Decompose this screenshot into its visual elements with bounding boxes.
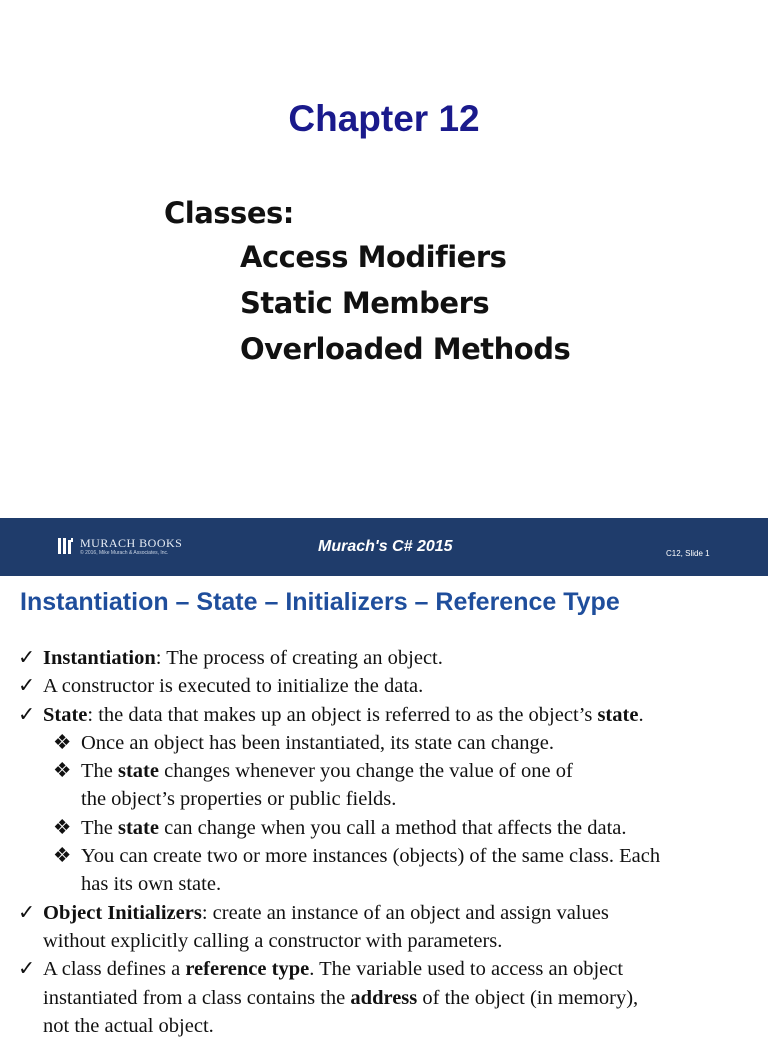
sub-bullet-state-properties [0, 757, 768, 785]
chapter-title: Chapter 12 [288, 98, 480, 139]
bullet-continuation [0, 984, 768, 1012]
bullet-text: : The process of creating an object. [155, 647, 443, 669]
diamond-bullet-icon: ❖ [53, 731, 72, 754]
murach-books-logo-icon [58, 537, 74, 555]
slide-title: Instantiation – State – Initializers – Reference Type [20, 588, 620, 616]
bullet-object-initializers [0, 899, 768, 927]
sub-bullet-state-change [0, 729, 768, 757]
subtitle-line-static-members: Static Members [240, 286, 490, 320]
bullet-state [0, 701, 768, 729]
bullet-continuation [0, 927, 768, 955]
bullet-text-pre: instantiated from a class contains the [43, 986, 351, 1009]
checkmark-icon: ✓ [18, 647, 36, 669]
bullet-continuation [0, 1012, 768, 1040]
diamond-bullet-icon: ❖ [53, 845, 72, 868]
sub-bullet-text: can change when you call a method that affects the data. [158, 816, 627, 839]
bullet-text: : create an instance of an object and assign values [201, 901, 609, 924]
bullet-text: of the object (in memory), [417, 986, 639, 1009]
term-address: address [350, 986, 418, 1009]
subtitle-line-classes: Classes: [164, 196, 294, 230]
term-reference-type: reference type [185, 958, 310, 981]
sub-bullet-text: You can create two or more instances (objects) of the same class. Each [81, 845, 661, 868]
term-state: state [118, 760, 159, 783]
bullet-constructor [0, 672, 768, 700]
term-instantiation: Instantiation [43, 647, 156, 669]
sub-bullet-text: Once an object has been instantiated, its state can change. [81, 731, 555, 754]
sub-bullet-instances [0, 842, 768, 870]
bullet-instantiation [0, 644, 768, 672]
subtitle-line-access-modifiers: Access Modifiers [240, 240, 507, 274]
sub-bullet-state-method [0, 814, 768, 842]
sub-bullet-text: changes whenever you change the value of one of [158, 760, 573, 783]
sub-bullet-text: has its own state. [81, 873, 222, 896]
sub-bullet-text: the object’s properties or public fields. [81, 788, 397, 811]
term-state: State [43, 703, 88, 726]
diamond-bullet-icon: ❖ [53, 760, 72, 783]
sub-bullet-text-pre: The [81, 816, 118, 839]
checkmark-icon: ✓ [18, 703, 36, 726]
term-state: state [118, 816, 159, 839]
bullet-text: . The variable used to access an object [309, 958, 624, 981]
subtitle-line-overloaded-methods: Overloaded Methods [240, 332, 571, 366]
sub-bullet-continuation [0, 785, 768, 813]
sub-bullet-continuation [0, 870, 768, 898]
title-slide [0, 0, 768, 518]
bullet-reference-type [0, 955, 768, 983]
bullet-text: without explicitly calling a constructor with parameters. [43, 929, 503, 952]
term-state: state [597, 703, 639, 726]
slide-number: C12, Slide 1 [666, 549, 710, 558]
bullet-text: : the data that makes up an object is referred to as the object’s [87, 703, 598, 726]
checkmark-icon: ✓ [18, 675, 36, 698]
bullet-list [0, 644, 768, 1040]
checkmark-icon: ✓ [18, 958, 36, 981]
term-object-initializers: Object Initializers [43, 901, 202, 924]
bullet-text-end: . [638, 703, 644, 726]
bullet-text-pre: A class defines a [43, 958, 186, 981]
sub-bullet-text-pre: The [81, 760, 118, 783]
diamond-bullet-icon: ❖ [53, 816, 72, 839]
bullet-text: not the actual object. [43, 1014, 214, 1037]
murach-logo [58, 537, 182, 556]
copyright-text: © 2016, Mike Murach & Associates, Inc. [80, 550, 169, 556]
logo-name: MURACH BOOKS [80, 536, 183, 550]
checkmark-icon: ✓ [18, 901, 36, 924]
bullet-text: A constructor is executed to initialize the data. [43, 675, 424, 698]
book-title: Murach's C# 2015 [318, 538, 453, 555]
